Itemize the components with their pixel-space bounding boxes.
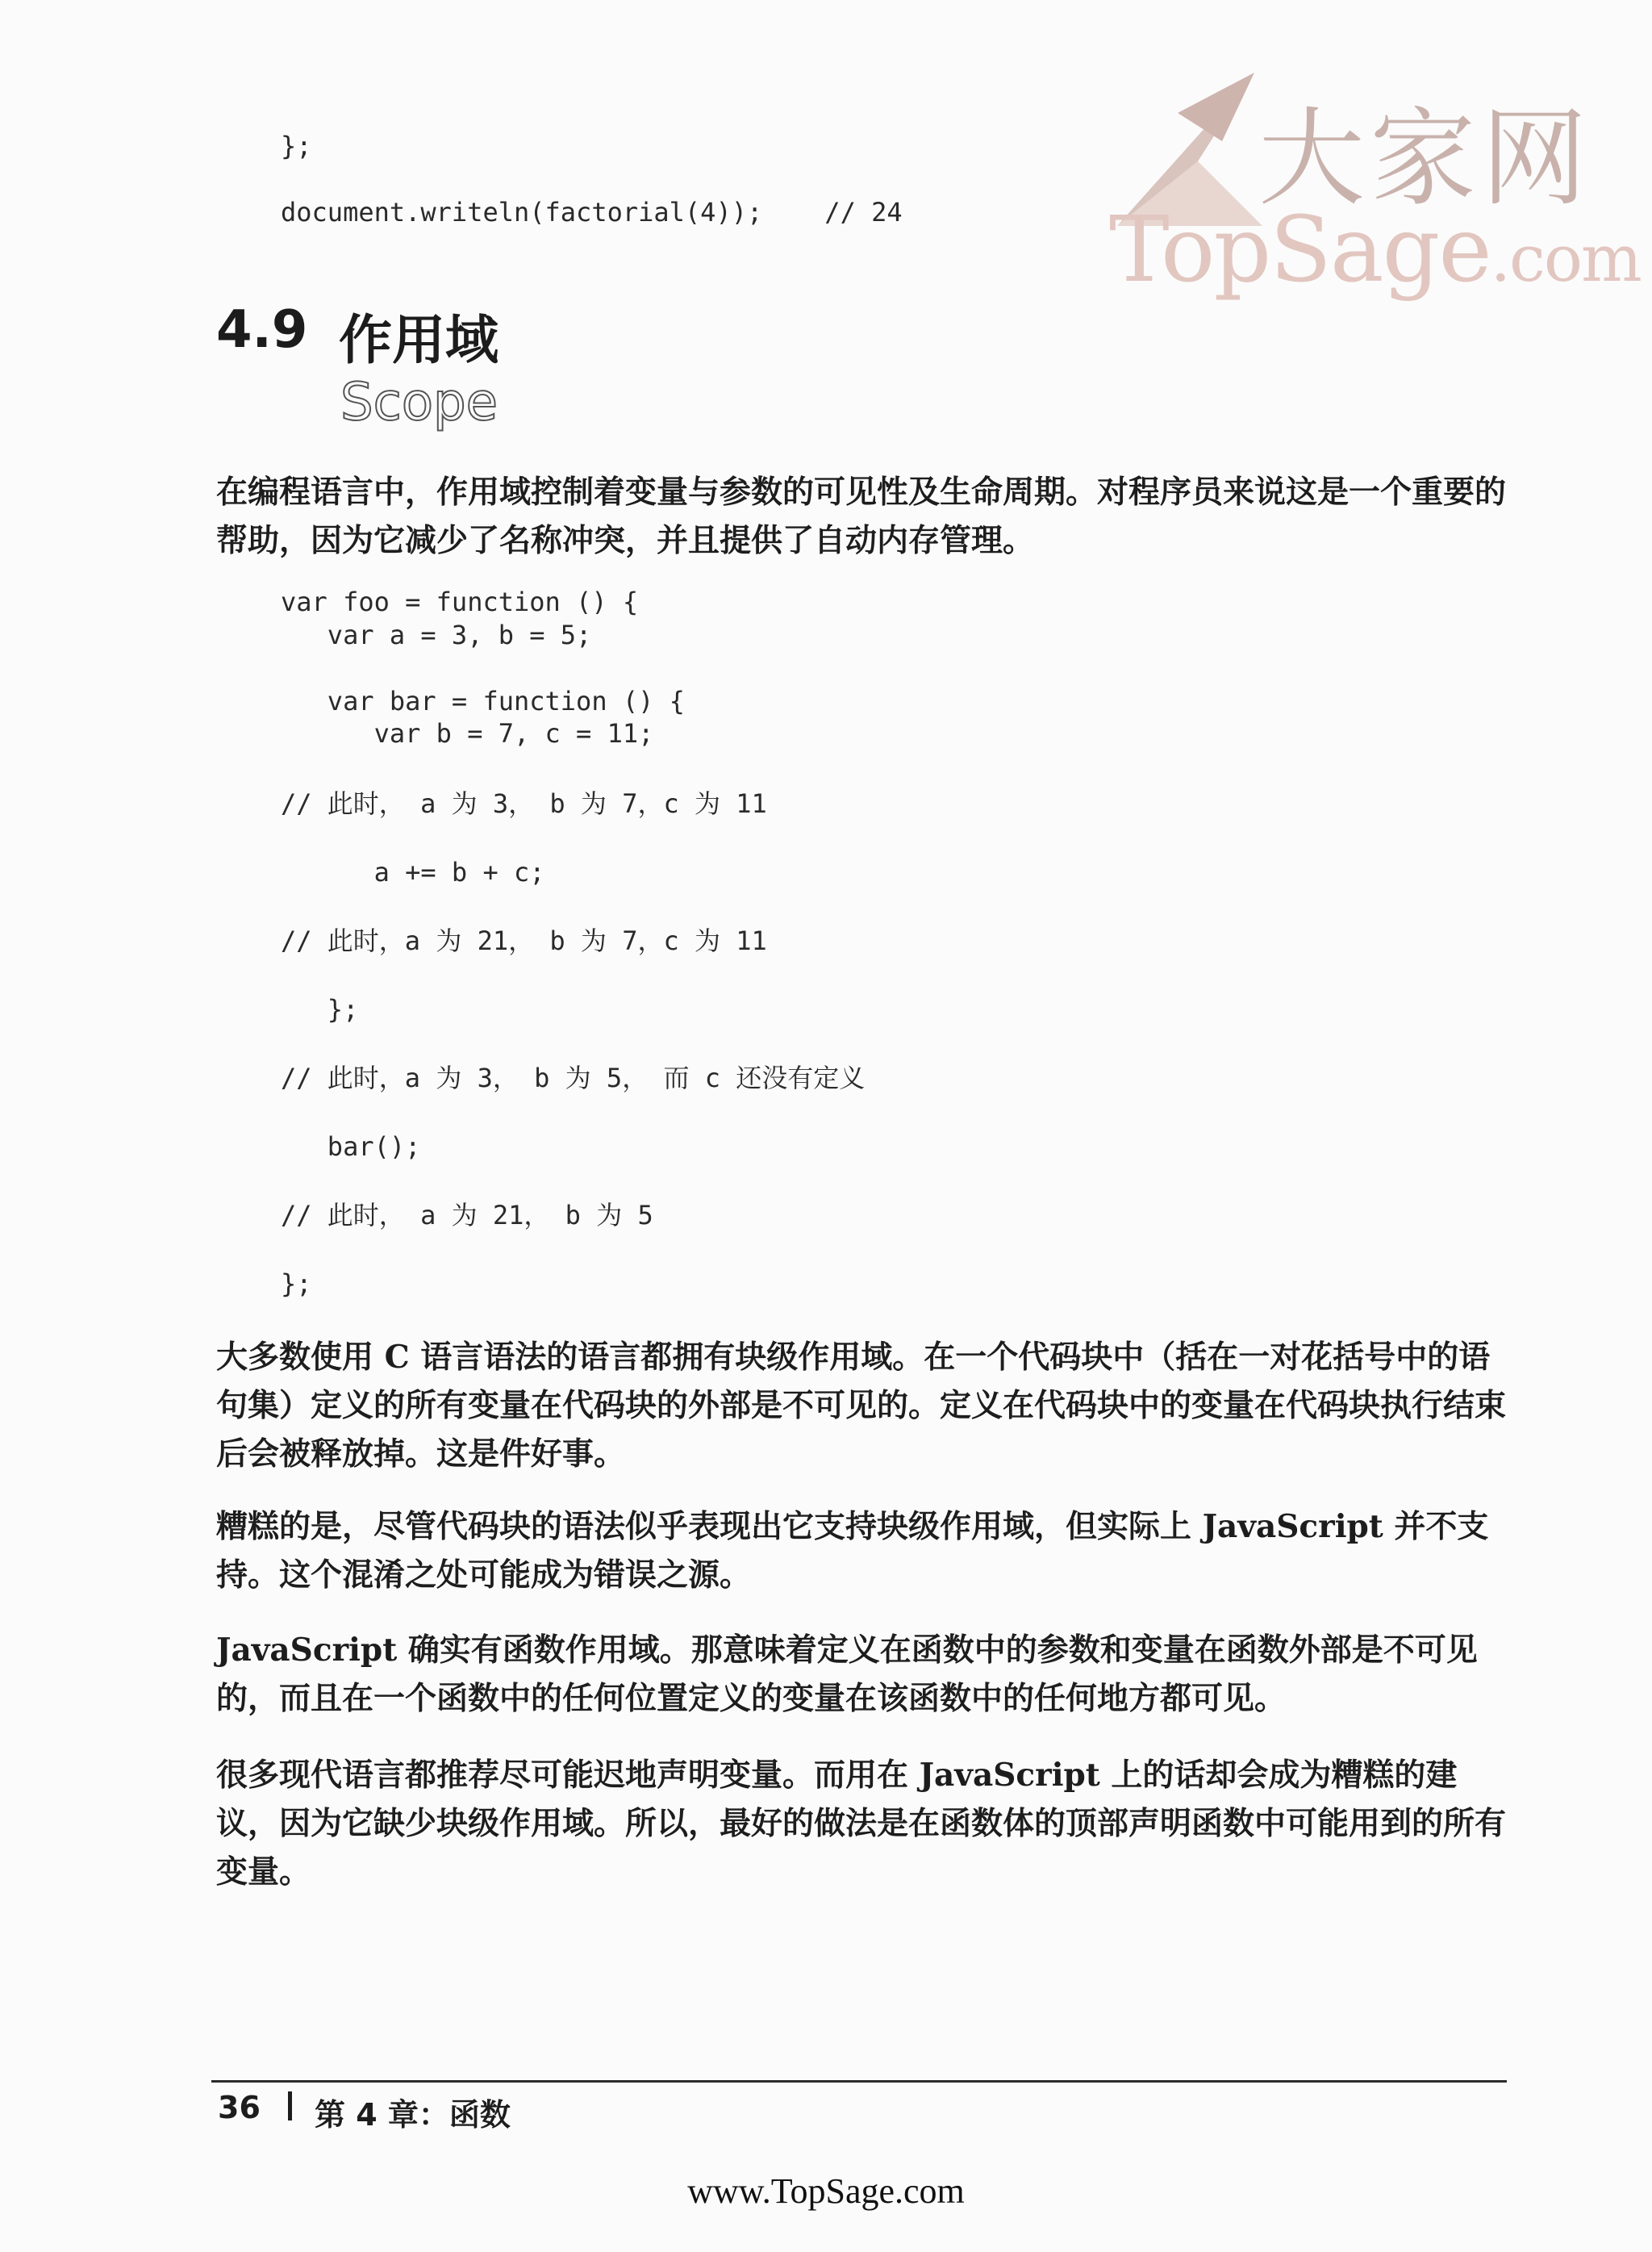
paragraph-intro: 在编程语言中，作用域控制着变量与参数的可见性及生命周期。对程序员来说这是一个重要的帮助，因为它减少了名称冲突，并且提供了自动内存管理。	[216, 474, 1507, 559]
code-line: bar();	[281, 1131, 421, 1162]
section-number: 4.9	[216, 300, 308, 360]
code-line: var foo = function () {	[281, 587, 639, 617]
paragraph-declare-variables: 很多现代语言都推荐尽可能迟地声明变量。而用在 JavaScript 上的话却会成为糟糕的建议，因为它缺少块级作用域。所以，最好的做法是在函数体的顶部声明函数中可能用到的所有变量。	[216, 1757, 1507, 1891]
paragraph-function-scope: JavaScript 确实有函数作用域。那意味着定义在函数中的参数和变量在函数外部是不可见的，而且在一个函数中的任何位置定义的变量在该函数中的任何地方都可见。	[216, 1632, 1478, 1717]
watermark-brand-en-domain: .com	[1490, 221, 1641, 296]
watermark-brand-en-main: TopSage	[1109, 198, 1491, 303]
section-title: 作用域	[339, 309, 499, 371]
code-line: };	[281, 994, 359, 1025]
code-line: var bar = function () {	[281, 686, 685, 717]
code-comment: // 此时，a 为 21， b 为 7，c 为 11	[281, 925, 767, 956]
code-comment: // 此时， a 为 3， b 为 7，c 为 11	[281, 788, 767, 819]
code-comment: // 此时，a 为 3， b 为 5， 而 c 还没有定义	[281, 1063, 866, 1093]
code-line: a += b + c;	[281, 857, 545, 888]
code-line: };	[281, 131, 312, 161]
watermark-brand-en	[1109, 198, 1641, 303]
watermark-brand-cn: 大家网	[1258, 97, 1592, 221]
code-line: var b = 7, c = 11;	[281, 718, 654, 749]
paragraph-no-block-scope: 糟糕的是，尽管代码块的语法似乎表现出它支持块级作用域，但实际上 JavaScript 并不支持。这个混淆之处可能成为错误之源。	[216, 1508, 1489, 1594]
site-url: www.TopSage.com	[687, 2171, 965, 2211]
page-number: 36	[218, 2090, 261, 2125]
code-line: document.writeln(factorial(4)); // 24	[281, 197, 903, 228]
section-subtitle: Scope	[340, 373, 498, 432]
topsage-watermark-logo	[1101, 56, 1641, 323]
chapter-label: 第 4 章：函数	[315, 2097, 511, 2133]
code-comment: // 此时， a 为 21， b 为 5	[281, 1200, 653, 1230]
code-line: var a = 3, b = 5;	[281, 620, 592, 650]
footer-separator	[288, 2091, 292, 2120]
paragraph-block-scope: 大多数使用 C 语言语法的语言都拥有块级作用域。在一个代码块中（括在一对花括号中的语句集）定义的所有变量在代码块的外部是不可见的。定义在代码块中的变量在代码块执行结束后会被释放掉。这是件好事。	[216, 1339, 1507, 1473]
code-line: };	[281, 1268, 312, 1299]
footer-rule	[211, 2080, 1507, 2083]
